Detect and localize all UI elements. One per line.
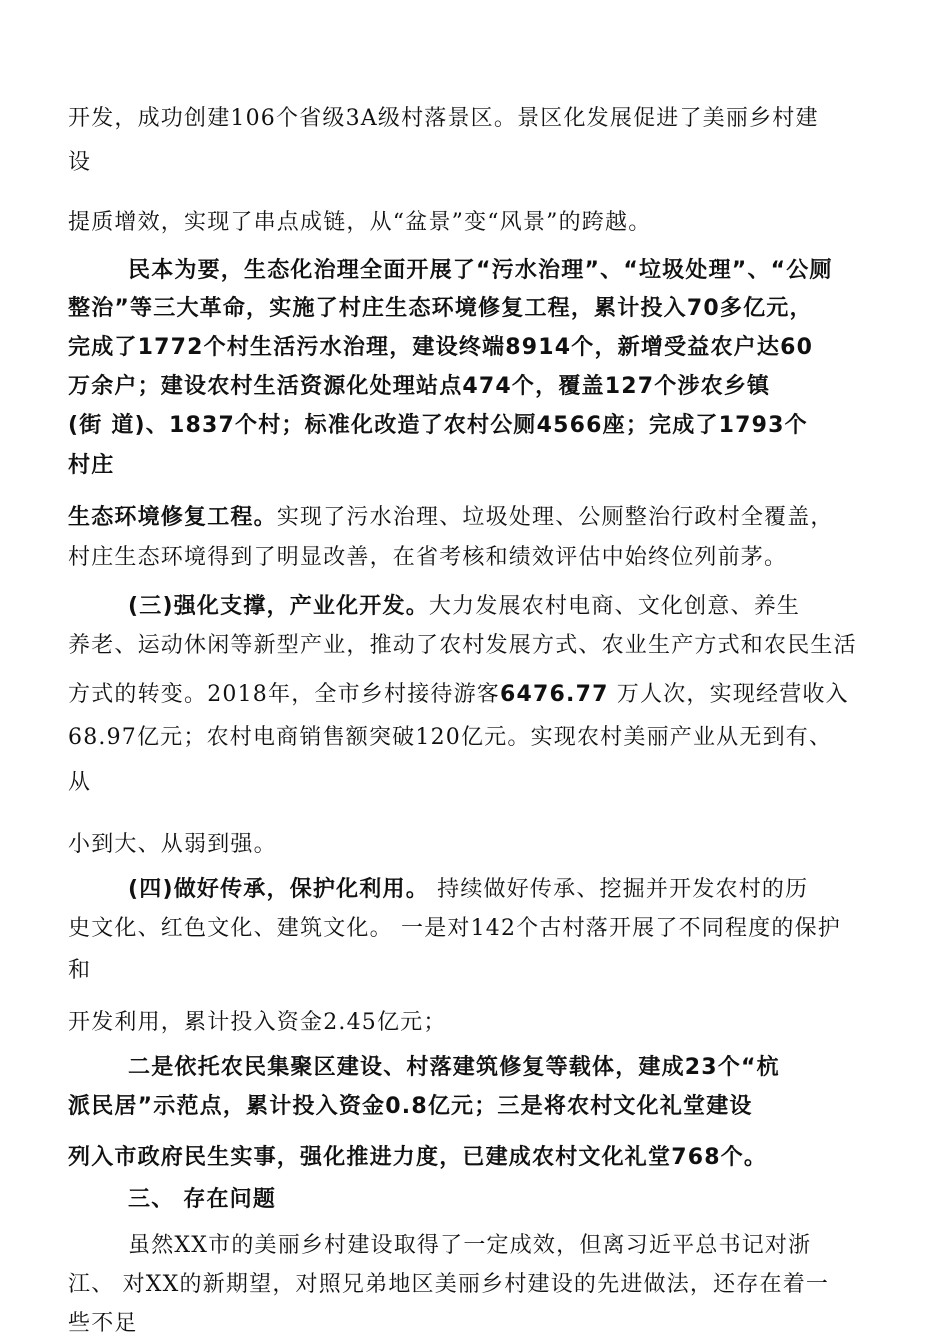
text-line: 江、 对XX的新期望，对照兄弟地区美丽乡村建设的先进做法，还存在着一 (68, 1272, 830, 1297)
text-line: 开发利用，累计投入资金2.45亿元； (68, 1010, 447, 1035)
text-line (68, 680, 849, 710)
line-text: 实现了污水治理、垃圾处理、公厕整治行政村全覆盖， (276, 505, 834, 530)
section-heading: (三)强化支撑，产业化开发。 (128, 594, 429, 619)
bold-paragraph-line: 村庄 (68, 453, 115, 478)
bold-lead: 生态环境修复工程。 (68, 505, 277, 530)
bold-paragraph-line: 民本为要，生态化治理全面开展了“污水治理”、“垃圾处理”、“公厕 (128, 258, 833, 283)
line-text: 万人次，实现经营收入 (608, 682, 849, 707)
text-line: 史文化、红色文化、建筑文化。 一是对142个古村落开展了不同程度的保护 (68, 916, 841, 941)
text-line: 和 (68, 958, 92, 983)
text-line: 些不足 (68, 1311, 138, 1336)
chapter-heading: 三、 存在问题 (128, 1187, 277, 1212)
text-line: 小到大、从弱到强。 (68, 832, 277, 857)
bold-paragraph-line: 二是依托农民集聚区建设、村落建筑修复等载体，建成23个“杭 (128, 1055, 780, 1080)
text-line: 开发，成功创建106个省级3A级村落景区。景区化发展促进了美丽乡村建 (68, 106, 819, 131)
bold-number: 6476.77 (500, 682, 609, 707)
text-line: 设 (68, 150, 92, 175)
section-heading-line (128, 592, 800, 622)
line-text: 持续做好传承、挖掘并开发农村的历 (428, 877, 809, 902)
text-line: 68.97亿元；农村电商销售额突破120亿元。实现农村美丽产业从无到有、 (68, 725, 833, 750)
text-line: 虽然XX市的美丽乡村建设取得了一定成效，但离习近平总书记对浙 (128, 1233, 812, 1258)
section-heading: (四)做好传承，保护化利用。 (128, 877, 429, 902)
text-line: 养老、运动休闲等新型产业，推动了农村发展方式、农业生产方式和农民生活 (68, 633, 857, 658)
line-text: 大力发展农村电商、文化创意、养生 (428, 594, 801, 619)
text-line (68, 503, 834, 533)
bold-paragraph-line: 完成了1772个村生活污水治理，建设终端8914个，新增受益农户达60 (68, 335, 814, 360)
text-line: 从 (68, 770, 92, 795)
bold-paragraph-line: 列入市政府民生实事，强化推进力度，已建成农村文化礼堂768个。 (68, 1145, 768, 1170)
section-heading-line (128, 875, 808, 905)
bold-paragraph-line: 派民居”示范点，累计投入资金0.8亿元；三是将农村文化礼堂建设 (68, 1094, 753, 1119)
text-line: 村庄生态环境得到了明显改善，在省考核和绩效评估中始终位列前茅。 (68, 545, 788, 570)
text-line: 提质增效，实现了串点成链，从“盆景”变“风景”的跨越。 (68, 210, 652, 235)
bold-paragraph-line: (街 道)、1837个村；标准化改造了农村公厕4566座；完成了1793个 (68, 413, 808, 438)
bold-paragraph-line: 整治”等三大革命，实施了村庄生态环境修复工程，累计投入70多亿元， (68, 296, 813, 321)
bold-paragraph-line: 万余户；建设农村生活资源化处理站点474个，覆盖127个涉农乡镇 (68, 374, 771, 399)
line-text: 方式的转变。2018年，全市乡村接待游客 (68, 682, 500, 707)
